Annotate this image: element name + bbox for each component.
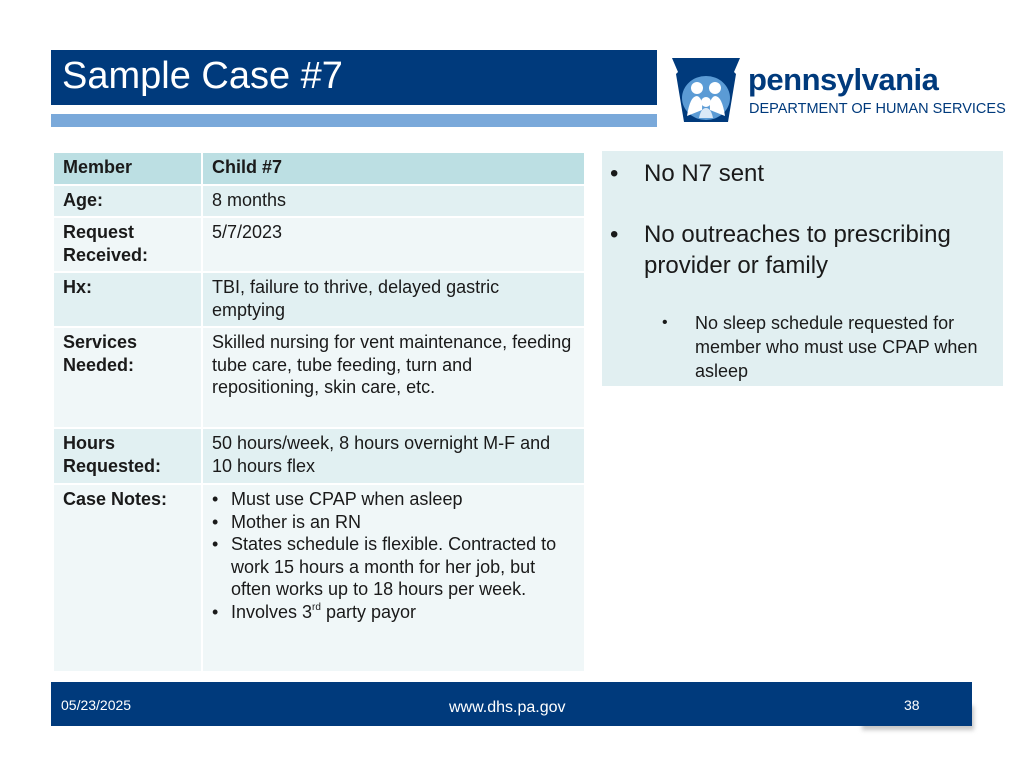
services-needed-value: Skilled nursing for vent maintenance, feeding tube care, tube feeding, turn and repositioning, skin care, etc. [202,327,585,428]
case-notes-list [212,488,575,623]
table-row [53,272,585,327]
pa-dhs-logo [670,54,1010,126]
request-received-value: 5/7/2023 [202,217,585,272]
table-row [53,217,585,272]
table-row [53,185,585,218]
list-item: • Involves 3rd party payor [212,601,416,622]
services-needed-label: Services Needed: [53,327,202,428]
bullet-marker: • [610,221,619,248]
footer-bar [51,682,972,726]
table-row [53,484,585,672]
list-item: • States schedule is flexible. Contracted to work 15 hours a month for her job, but often works up to 18 hours per week. [212,534,557,599]
case-notes-value [202,484,585,672]
list-item: • Must use CPAP when asleep [212,489,463,509]
finding-sleep-schedule: No sleep schedule requested for member who must use CPAP when asleep [695,313,978,381]
findings-box [602,151,1003,386]
hours-requested-label: Hours Requested: [53,428,202,484]
member-label: Member [53,152,202,185]
member-value: Child #7 [202,152,585,185]
table-row [53,428,585,484]
bullet-marker: • [662,314,668,331]
page-number: 38 [904,697,920,713]
hx-label: Hx: [53,272,202,327]
case-notes-label: Case Notes: [53,484,202,672]
footer-url: www.dhs.pa.gov [449,699,566,716]
table-row [53,152,585,185]
title-underline [51,114,657,127]
age-label: Age: [53,185,202,218]
case-table [52,151,586,673]
list-item: • Mother is an RN [212,511,362,532]
bullet-marker: • [610,160,619,187]
hours-requested-value: 50 hours/week, 8 hours overnight M-F and 10 hours flex [202,428,585,484]
table-row [53,327,585,428]
title-bar [51,50,657,105]
hx-value: TBI, failure to thrive, delayed gastric emptying [202,272,585,327]
age-value: 8 months [202,185,585,218]
request-received-label: Request Received: [53,217,202,272]
keystone-family-icon [670,54,742,126]
slide-title: Sample Case #7 [62,55,343,97]
finding-no-n7: No N7 sent [644,160,765,187]
logo-wordmark: pennsylvania [748,62,939,97]
logo-department: DEPARTMENT OF HUMAN SERVICES [749,101,1006,117]
finding-no-outreach: No outreaches to prescribing provider or family [644,221,951,279]
footer-date: 05/23/2025 [61,697,132,713]
